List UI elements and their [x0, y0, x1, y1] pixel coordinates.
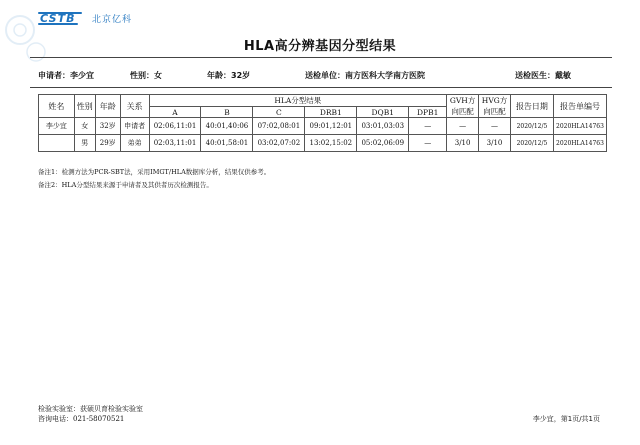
cell-name: 李少宜 [39, 118, 75, 135]
cell-hvg: 3/10 [479, 135, 511, 152]
note-2: 备注2：HLA分型结果来源于申请者及其供者历次检测报告。 [38, 181, 213, 189]
cell-report-date: 2020/12/5 [510, 135, 553, 152]
top-divider [30, 57, 612, 58]
cell-relation: 申请者 [120, 118, 149, 135]
cell-locus-a: 02:03,11:01 [149, 135, 201, 152]
header-hla-group: HLA分型结果 [149, 95, 447, 107]
cell-locus-c: 07:02,08:01 [253, 118, 305, 135]
footer-phone: 咨询电话：021-58070521 [38, 415, 125, 423]
cell-relation: 弟弟 [120, 135, 149, 152]
cell-gender: 女 [74, 118, 95, 135]
table-row [39, 135, 607, 152]
note-1: 备注1：检测方法为PCR-SBT法，采用IMGT/HLA数据库分析，结果仅供参考。 [38, 168, 271, 176]
logo-text: CSTB [40, 12, 76, 25]
cell-locus-a: 02:06,11:01 [149, 118, 201, 135]
info-divider [30, 87, 612, 88]
logo-chinese-text: 北京亿科 [92, 14, 133, 25]
report-title: HLA高分辨基因分型结果 [243, 39, 397, 54]
header-gvh [447, 95, 479, 118]
header-relation: 关系 [120, 95, 149, 118]
applicant-info: 申请者：李少宜 [38, 71, 94, 80]
cell-locus-b: 40:01,58:01 [201, 135, 253, 152]
cell-locus-dqb1: 05:02,06:09 [357, 135, 409, 152]
cell-locus-drb1: 09:01,12:01 [305, 118, 357, 135]
header-locus-a: A [149, 107, 201, 118]
header-hvg-line2: 向匹配 [483, 107, 506, 116]
cell-age: 29岁 [95, 135, 120, 152]
cell-report-number: 2020HLA14763 [553, 118, 606, 135]
header-locus-dpb1: DPB1 [409, 107, 447, 118]
cell-gender: 男 [74, 135, 95, 152]
cell-report-number: 2020HLA14763 [553, 135, 606, 152]
doctor-info: 送检医生：戴敏 [515, 71, 571, 80]
age-info: 年龄：32岁 [207, 71, 251, 80]
header-report-number: 报告单编号 [553, 95, 606, 118]
table-row [39, 118, 607, 135]
footer-contact [38, 404, 143, 424]
cell-gvh: — [447, 118, 479, 135]
cell-locus-drb1: 13:02,15:02 [305, 135, 357, 152]
cell-age: 32岁 [95, 118, 120, 135]
header-locus-dqb1: DQB1 [357, 107, 409, 118]
header-age: 年龄 [95, 95, 120, 118]
header-gvh-line1: GVH方 [449, 96, 476, 105]
header-hvg-line1: HVG方 [481, 96, 508, 105]
cell-name [39, 135, 75, 152]
cell-locus-dqb1: 03:01,03:03 [357, 118, 409, 135]
header-locus-c: C [253, 107, 305, 118]
cell-report-date: 2020/12/5 [510, 118, 553, 135]
gender-info: 性别：女 [130, 71, 162, 80]
footer-lab: 检验实验室：获硕贝育检验实验室 [38, 405, 143, 413]
header-gender: 性别 [74, 95, 95, 118]
table-header-row [39, 95, 607, 107]
header-gvh-line2: 向匹配 [451, 107, 474, 116]
cell-locus-b: 40:01,40:06 [201, 118, 253, 135]
footer-page-number: 李少宜，第1页/共1页 [532, 415, 600, 423]
logo-mark-icon [38, 11, 86, 25]
cell-hvg: — [479, 118, 511, 135]
hla-results-table [38, 94, 607, 152]
header-hvg [479, 95, 511, 118]
header-name: 姓名 [39, 95, 75, 118]
cell-locus-dpb1: — [409, 118, 447, 135]
header-locus-drb1: DRB1 [305, 107, 357, 118]
cell-gvh: 3/10 [447, 135, 479, 152]
brand-logo [38, 10, 132, 26]
header-locus-b: B [201, 107, 253, 118]
cell-locus-dpb1: — [409, 135, 447, 152]
header-report-date: 报告日期 [510, 95, 553, 118]
notes-section [38, 166, 270, 192]
cell-locus-c: 03:02,07:02 [253, 135, 305, 152]
unit-info: 送检单位：南方医科大学南方医院 [305, 71, 425, 80]
